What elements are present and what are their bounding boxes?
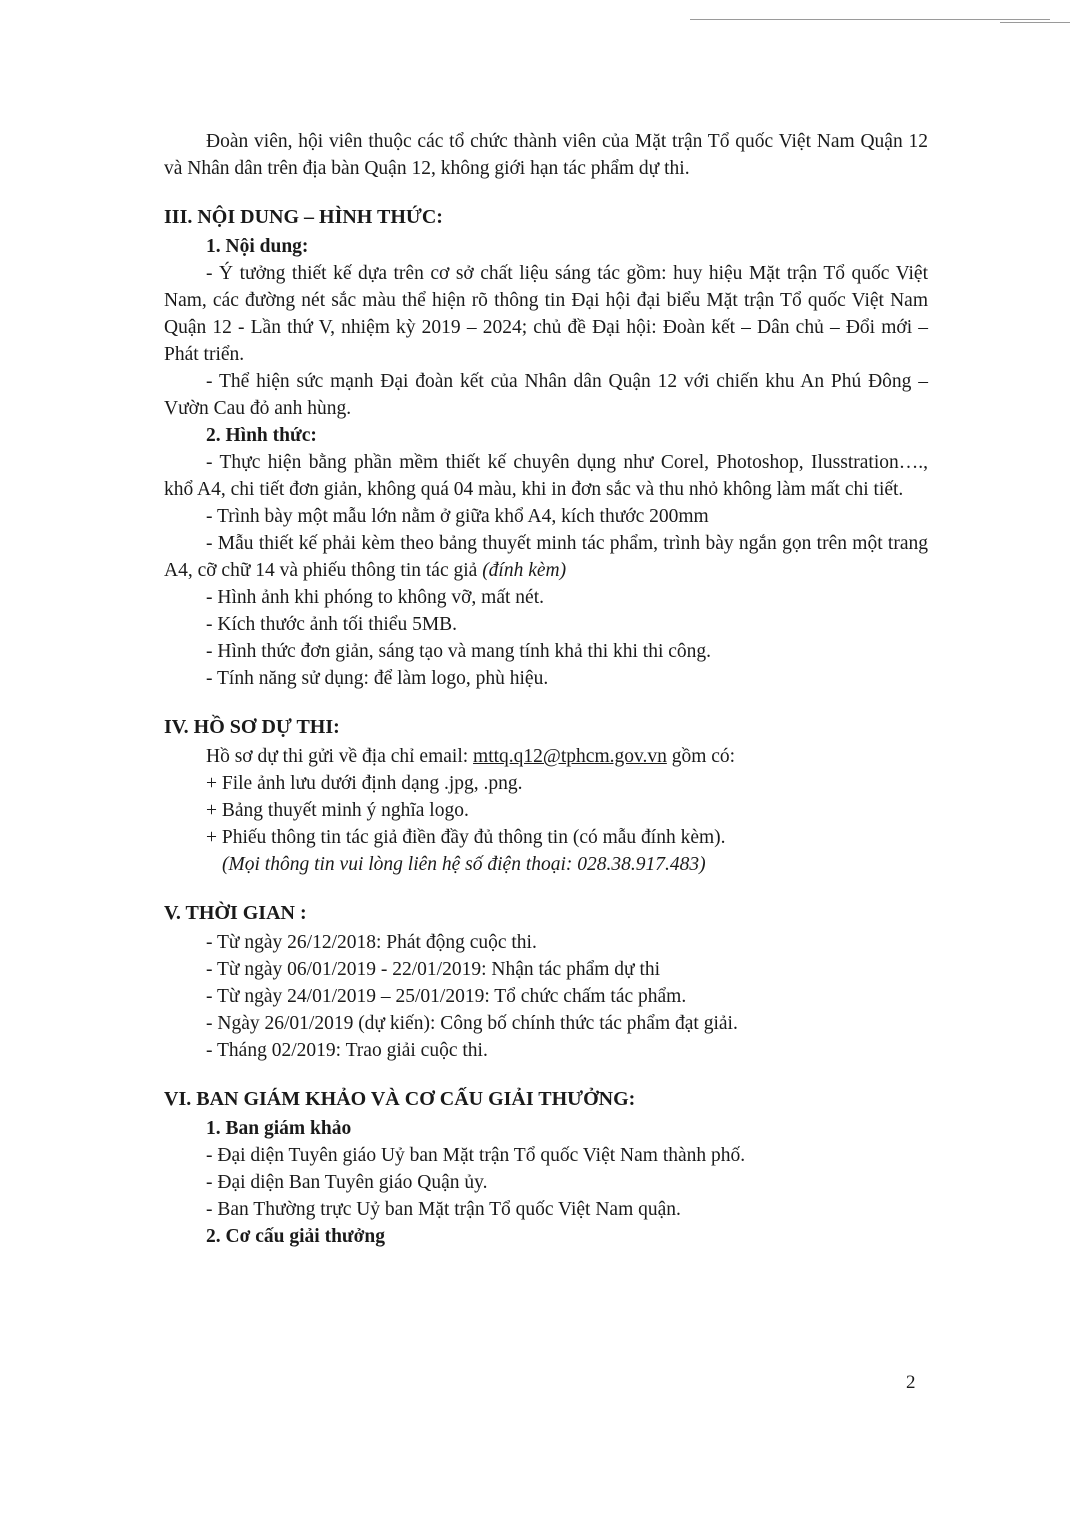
timeline-item: - Từ ngày 26/12/2018: Phát động cuộc thi. bbox=[206, 932, 537, 953]
submission-item: + File ảnh lưu dưới định dạng .jpg, .png. bbox=[206, 773, 523, 794]
section-6-1-heading: 1. Ban giám khảo bbox=[206, 1118, 352, 1139]
attached-note: (đính kèm) bbox=[482, 560, 567, 581]
form-item bbox=[164, 530, 928, 584]
submission-prefix: Hồ sơ dự thi gửi về địa chỉ email: bbox=[206, 746, 474, 767]
form-item-text: - Mẫu thiết kế phải kèm theo bảng thuyết minh tác phẩm, trình bày ngắn gọn trên một trang A4, cỡ chữ 14 và phiếu thông tin tác giả bbox=[164, 533, 928, 581]
form-item: - Hình thức đơn giản, sáng tạo và mang tính khả thi khi thi công. bbox=[206, 641, 712, 662]
document-page bbox=[164, 128, 928, 1250]
submission-item: + Phiếu thông tin tác giả điền đầy đủ thông tin (có mẫu đính kèm). bbox=[206, 827, 726, 848]
intro-paragraph: Đoàn viên, hội viên thuộc các tổ chức thành viên của Mặt trận Tổ quốc Việt Nam Quận 12 và Nhân dân trên địa bàn Quận 12, không giới hạn tác phẩm dự thi. bbox=[164, 131, 928, 179]
page-number: 2 bbox=[906, 1372, 916, 1393]
jury-item: - Đại diện Ban Tuyên giáo Quận ủy. bbox=[206, 1172, 488, 1193]
form-item: - Trình bày một mẫu lớn nằm ở giữa khổ A4, kích thước 200mm bbox=[206, 506, 709, 527]
scan-artifact-line bbox=[1000, 22, 1070, 23]
form-item: - Thực hiện bằng phần mềm thiết kế chuyên dụng như Corel, Photoshop, Ilusstration…., khổ A4, chi tiết đơn giản, không quá 04 màu, khi in đơn sắc và thu nhỏ không làm mất chi tiết. bbox=[164, 452, 928, 500]
content-item: - Thể hiện sức mạnh Đại đoàn kết của Nhân dân Quận 12 với chiến khu An Phú Đông – Vườn Cau đỏ anh hùng. bbox=[164, 371, 928, 419]
submission-line bbox=[164, 743, 928, 770]
jury-item: - Ban Thường trực Uỷ ban Mặt trận Tổ quốc Việt Nam quận. bbox=[206, 1199, 681, 1220]
section-6-heading: VI. BAN GIÁM KHẢO VÀ CƠ CẤU GIẢI THƯỞNG: bbox=[164, 1088, 636, 1110]
timeline-item: - Ngày 26/01/2019 (dự kiến): Công bố chính thức tác phẩm đạt giải. bbox=[206, 1013, 738, 1034]
section-3-2-heading: 2. Hình thức: bbox=[206, 425, 317, 446]
form-item: - Kích thước ảnh tối thiểu 5MB. bbox=[206, 614, 458, 635]
jury-item: - Đại diện Tuyên giáo Uỷ ban Mặt trận Tổ quốc Việt Nam thành phố. bbox=[206, 1145, 746, 1166]
content-item: - Ý tưởng thiết kế dựa trên cơ sở chất liệu sáng tác gồm: huy hiệu Mặt trận Tổ quốc Việt Nam, các đường nét sắc màu thể hiện rõ thông tin Đại hội đại biểu Mặt trận Tổ quốc Việt Nam Quận 12 - Lần thứ V, nhiệm kỳ 2019 – 2024; chủ đề Đại hội: Đoàn kết – Dân chủ – Đổi mới – Phát triển. bbox=[164, 263, 928, 365]
form-item: - Tính năng sử dụng: để làm logo, phù hiệu. bbox=[206, 668, 549, 689]
contact-note: (Mọi thông tin vui lòng liên hệ số điện thoại: 028.38.917.483) bbox=[222, 854, 706, 875]
section-4-heading: IV. HỒ SƠ DỰ THI: bbox=[164, 716, 340, 738]
timeline-item: - Từ ngày 06/01/2019 - 22/01/2019: Nhận tác phẩm dự thi bbox=[206, 959, 661, 980]
submission-suffix: gồm có: bbox=[666, 746, 736, 767]
timeline-item: - Từ ngày 24/01/2019 – 25/01/2019: Tổ chức chấm tác phẩm. bbox=[206, 986, 687, 1007]
section-6-2-heading: 2. Cơ cấu giải thưởng bbox=[206, 1226, 386, 1247]
section-5-heading: V. THỜI GIAN : bbox=[164, 902, 307, 924]
scan-artifact-line bbox=[690, 19, 1050, 20]
section-3-heading: III. NỘI DUNG – HÌNH THỨC: bbox=[164, 206, 443, 228]
timeline-item: - Tháng 02/2019: Trao giải cuộc thi. bbox=[206, 1040, 488, 1061]
submission-item: + Bảng thuyết minh ý nghĩa logo. bbox=[206, 800, 469, 821]
section-3-1-heading: 1. Nội dung: bbox=[206, 236, 309, 257]
form-item: - Hình ảnh khi phóng to không vỡ, mất nét. bbox=[206, 587, 544, 608]
email-link[interactable]: mttq.q12@tphcm.gov.vn bbox=[473, 746, 667, 767]
